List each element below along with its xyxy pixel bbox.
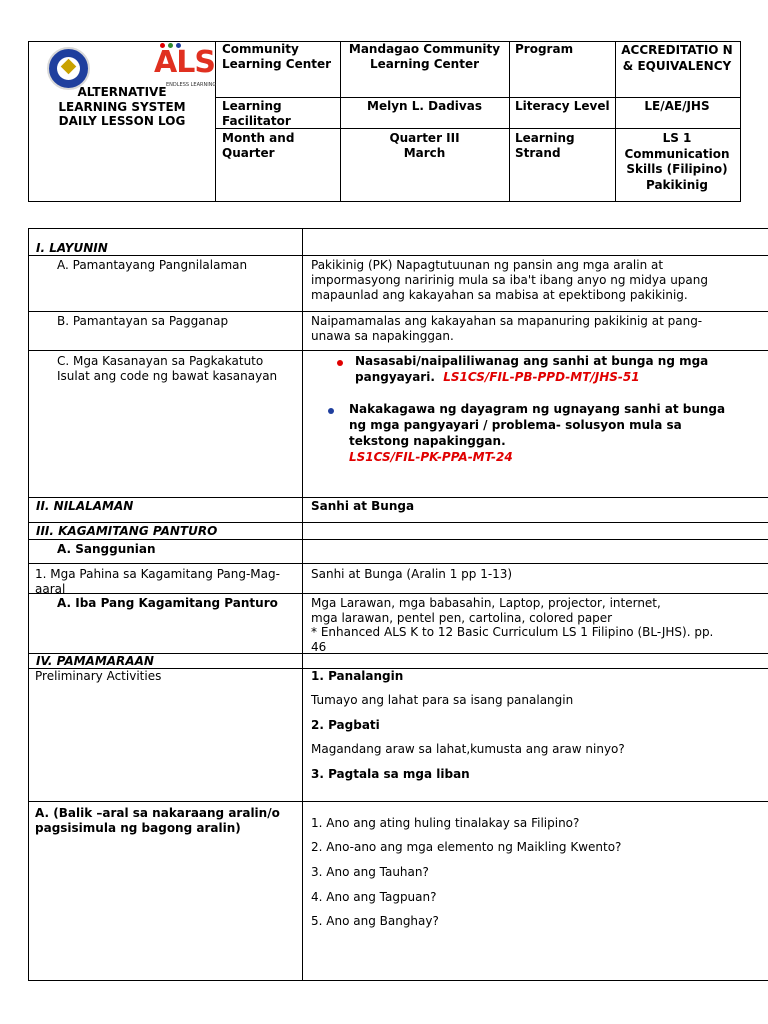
pangnilalaman-label: A. Pamantayang Pangnilalaman: [57, 258, 248, 272]
learning-facilitator-label: Learning Facilitator: [222, 99, 291, 128]
title-line: ALTERNATIVE: [77, 85, 167, 99]
divider: [28, 497, 768, 498]
divider: [215, 41, 216, 202]
bullet-icon: [337, 360, 343, 366]
program-value: ACCREDITATIO N & EQUIVALENCY: [621, 43, 733, 73]
divider: [215, 128, 741, 129]
als-logo: [152, 41, 217, 89]
quarter-text: Quarter III: [389, 131, 460, 145]
program-label: Program: [515, 42, 574, 56]
deped-seal-logo: [47, 47, 90, 90]
divider: [28, 539, 768, 540]
month-text: March: [403, 145, 446, 160]
pahina-value: Sanhi at Bunga (Aralin 1 pp 1-13): [311, 567, 513, 581]
balik-aral-question: 3. Ano ang Tauhan?: [311, 865, 429, 879]
kasanayan-bullet-1: [355, 353, 755, 385]
balik-aral-question: 5. Ano ang Banghay?: [311, 914, 439, 928]
preliminary-label: Preliminary Activities: [35, 669, 162, 683]
pahina-label: 1. Mga Pahina sa Kagamitang Pang-Mag-aaral: [35, 567, 280, 596]
kasanayan-bullet-2: [349, 401, 739, 465]
title-line: DAILY LESSON LOG: [58, 114, 186, 128]
literacy-level-value: LE/AE/JHS: [644, 99, 710, 113]
community-learning-center-value: Mandagao Community Learning Center: [348, 42, 501, 71]
month-quarter-label: Month and Quarter: [222, 131, 295, 160]
bullet-text: Nakakagawa ng dayagram ng ugnayang sanhi at bunga ng mga pangyayari / problema- solusyon mula sa tekstong napakinggan.: [349, 402, 726, 448]
divider: [28, 563, 768, 564]
divider: [302, 228, 303, 981]
kasanayan-label: [57, 354, 297, 384]
preliminary-heading-3: 3. Pagtala sa mga liban: [311, 767, 470, 781]
literacy-level-label: Literacy Level: [515, 99, 610, 113]
materials-line: * Enhanced ALS K to 12 Basic Curriculum LS 1 Filipino (BL-JHS). pp.: [311, 625, 714, 639]
kasanayan-label-line: C. Mga Kasanayan sa Pagkakatuto: [57, 354, 264, 368]
learning-facilitator-value: Melyn L. Dadivas: [367, 99, 482, 113]
learning-strand-label: Learning Strand: [515, 131, 575, 160]
community-learning-center-label: Community Learning Center: [222, 42, 332, 71]
bullet-icon: [328, 408, 334, 414]
learning-strand-value: LS 1 Communication Skills (Filipino) Pakikinig: [624, 131, 730, 192]
iba-pang-label: A. Iba Pang Kagamitang Panturo: [57, 596, 278, 610]
bullet-text: Nasasabi/naipaliliwanag ang sanhi at bunga ng mga: [355, 354, 709, 368]
als-logo-tagline: ENDLESS LEARNING: [166, 82, 217, 88]
balik-aral-question: 1. Ano ang ating huling tinalakay sa Filipino?: [311, 816, 580, 830]
preliminary-heading-2: 2. Pagbati: [311, 718, 380, 732]
section-heading-kagamitan: III. KAGAMITANG PANTURO: [36, 524, 218, 538]
materials-line: 46: [311, 639, 327, 654]
divider: [28, 350, 768, 351]
document-title: [30, 85, 214, 129]
divider: [215, 97, 741, 98]
nilalaman-value: Sanhi at Bunga: [311, 499, 415, 513]
month-quarter-value: [343, 131, 506, 160]
section-heading-layunin: I. LAYUNIN: [36, 241, 108, 255]
pagganap-label: B. Pamantayan sa Pagganap: [57, 314, 229, 328]
pangnilalaman-text: Pakikinig (PK) Napagtutuunan ng pansin ang mga aralin at impormasyong naririnig mula sa iba't ibang anyo ng midya upang mapaunlad ang kakayahan sa mabisa at epektibong pakikinig.: [311, 258, 708, 302]
divider: [28, 255, 768, 256]
section-heading-nilalaman: II. NILALAMAN: [36, 499, 134, 513]
title-line: LEARNING SYSTEM: [58, 99, 186, 114]
divider: [28, 522, 768, 523]
sanggunian-label: A. Sanggunian: [57, 542, 156, 556]
balik-aral-question: 2. Ano-ano ang mga elemento ng Maikling Kwento?: [311, 840, 622, 854]
skill-code: LS1CS/FIL-PK-PPA-MT-24: [349, 450, 513, 464]
als-logo-text: ALS: [154, 45, 215, 80]
bullet-text: pangyayari.: [355, 370, 435, 384]
kasanayan-label-line: Isulat ang code ng bawat kasanayan: [57, 369, 278, 383]
materials-line: mga larawan, pentel pen, cartolina, colored paper: [311, 610, 613, 625]
pagganap-text: Naipamamalas ang kakayahan sa mapanuring pakikinig at pang-unawa sa napakinggan.: [311, 314, 703, 343]
balik-aral-question: 4. Ano ang Tagpuan?: [311, 890, 437, 904]
skill-code: LS1CS/FIL-PB-PPD-MT/JHS-51: [443, 370, 640, 384]
bullet-text-line: [355, 369, 755, 385]
iba-pang-value: [311, 596, 761, 654]
divider: [28, 311, 768, 312]
preliminary-text-2: Magandang araw sa lahat,kumusta ang araw ninyo?: [311, 742, 625, 756]
materials-line: Mga Larawan, mga babasahin, Laptop, projector, internet,: [311, 596, 661, 610]
balik-aral-label: A. (Balik –aral sa nakaraang aralin/o pagsisimula ng bagong aralin): [35, 806, 280, 835]
divider: [340, 41, 341, 202]
section-heading-pamamaraan: IV. PAMAMARAAN: [36, 654, 154, 668]
divider: [615, 41, 616, 202]
preliminary-heading-1: 1. Panalangin: [311, 669, 404, 683]
divider: [509, 41, 510, 202]
divider: [28, 801, 768, 802]
preliminary-text-1: Tumayo ang lahat para sa isang panalangin: [311, 693, 574, 707]
